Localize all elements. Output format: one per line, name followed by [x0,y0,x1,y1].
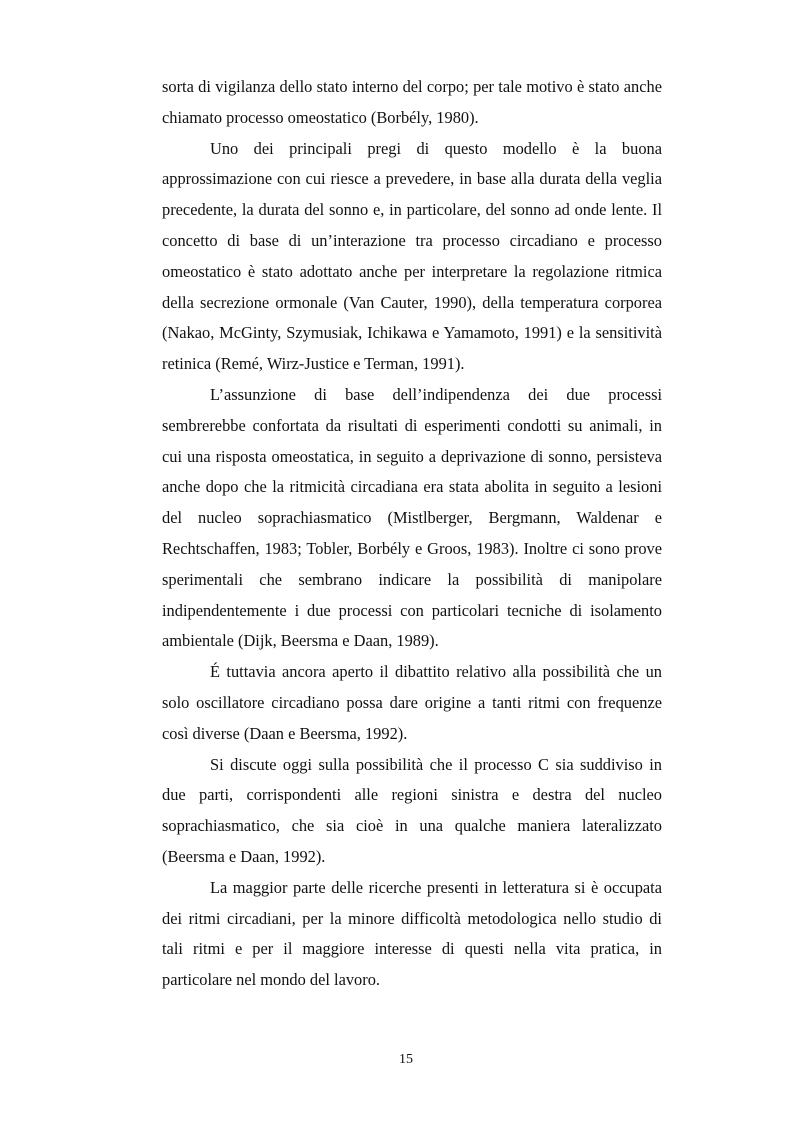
page-body [162,72,662,996]
paragraph-1: sorta di vigilanza dello stato interno del corpo; per tale motivo è stato anche chiamato processo omeostatico (Borbély, 1980). [162,77,662,127]
paragraph-3: L’assunzione di base dell’indipendenza dei due processi sembrerebbe confortata da risultati di esperimenti condotti su animali, in cui una risposta omeostatica, in seguito a deprivazione di sonno, persisteva anche dopo che la ritmicità circadiana era stata abolita in seguito a lesioni del nucleo soprachiasmatico (Mistlberger, Bergmann, Waldenar e Rechtschaffen, 1983; Tobler, Borbély e Groos, 1983). Inoltre ci sono prove sperimentali che sembrano indicare la possibilità di manipolare indipendentemente i due processi con particolari tecniche di isolamento ambientale (Dijk, Beersma e Daan, 1989). [162,384,662,651]
paragraph-2: Uno dei principali pregi di questo modello è la buona approssimazione con cui riesce a prevedere, in base alla durata della veglia precedente, la durata del sonno e, in particolare, del sonno ad onde lente. Il concetto di base di un’interazione tra processo circadiano e processo omeostatico è stato adottato anche per interpretare la regolazione ritmica della secrezione ormonale (Van Cauter, 1990), della temperatura corporea (Nakao, McGinty, Szymusiak, Ichikawa e Yamamoto, 1991) e la sensitività retinica (Remé, Wirz-Justice e Terman, 1991). [162,138,662,374]
paragraph-5: Si discute oggi sulla possibilità che il processo C sia suddiviso in due parti, corrispondenti alle regioni sinistra e destra del nucleo soprachiasmatico, che sia cioè in una qualche maniera lateralizzato (Beersma e Daan, 1992). [162,754,662,866]
paragraph-6: La maggior parte delle ricerche presenti in letteratura si è occupata dei ritmi circadiani, per la minore difficoltà metodologica nello studio di tali ritmi e per il maggiore interesse di questi nella vita pratica, in particolare nel mondo del lavoro. [162,877,662,990]
page-number: 15 [399,1052,413,1067]
paragraph-4: É tuttavia ancora aperto il dibattito relativo alla possibilità che un solo oscillatore circadiano possa dare origine a tanti ritmi con frequenze così diverse (Daan e Beersma, 1992). [162,662,662,743]
